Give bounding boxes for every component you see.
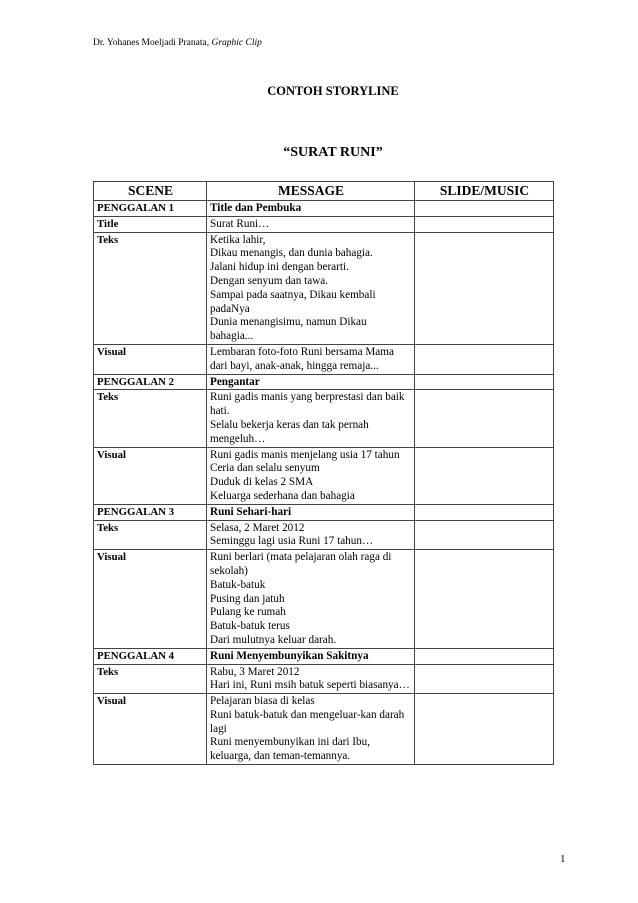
message-cell: [207, 216, 415, 232]
message-line: Pusing dan jatuh: [210, 592, 285, 605]
message-line: Runi berlari (mata pelajaran olah raga di sekolah): [210, 551, 392, 577]
scene-cell: Visual: [94, 550, 207, 649]
table-row: [94, 520, 554, 550]
message-line: Duduk di kelas 2 SMA: [210, 476, 314, 489]
message-line: Keluarga sederhana dan bahagia: [210, 489, 355, 502]
message-line: Sampai pada saatnya, Dikau kembali padaNya: [210, 288, 376, 315]
message-cell: [207, 664, 415, 694]
message-line: Batuk-batuk terus: [210, 620, 290, 633]
header-slide-music: SLIDE/MUSIC: [415, 182, 554, 201]
scene-cell: Visual: [94, 447, 207, 504]
scene-cell: Teks: [94, 232, 207, 344]
message-line: Batuk-batuk: [210, 578, 266, 591]
scene-cell: Teks: [94, 520, 207, 550]
message-line: Rabu, 3 Maret 2012: [210, 665, 300, 678]
slide-music-cell: [415, 648, 554, 664]
message-cell: [207, 694, 415, 765]
scene-cell: Visual: [94, 694, 207, 765]
slide-music-cell: [415, 374, 554, 390]
message-line: Runi gadis manis yang berprestasi dan baik hati.: [210, 391, 405, 418]
message-line: Dunia menangisimu, namun Dikau bahagia...: [210, 316, 367, 343]
message-line: Selalu bekerja keras dan tak pernah mengeluh…: [210, 418, 369, 445]
table-row: [94, 344, 554, 374]
message-line: Dari mulutnya keluar darah.: [210, 633, 337, 646]
table-row: [94, 694, 554, 765]
table-body: [94, 201, 554, 765]
message-cell: [207, 520, 415, 550]
message-line: Runi menyembunyikan ini dari Ibu, keluarga, dan teman-temannya.: [210, 736, 371, 763]
table-row: [94, 648, 554, 664]
message-line: Runi gadis manis menjelang usia 17 tahun: [210, 448, 400, 461]
storyline-table: [93, 181, 554, 765]
message-line: Ceria dan selalu senyum: [210, 462, 320, 475]
message-line: Jalani hidup ini dengan berarti.: [210, 261, 349, 274]
slide-music-cell: [415, 390, 554, 447]
document-title: CONTOH STORYLINE: [267, 84, 399, 98]
table-header-row: [94, 182, 554, 201]
message-line: Pelajaran biasa di kelas: [210, 695, 315, 708]
header-message: MESSAGE: [207, 182, 415, 201]
message-line: Runi Sehari-hari: [210, 505, 292, 518]
message-line: Ketika lahir,: [210, 233, 266, 246]
slide-music-cell: [415, 447, 554, 504]
message-cell: [207, 374, 415, 390]
slide-music-cell: [415, 201, 554, 217]
table-row: [94, 374, 554, 390]
message-line: Title dan Pembuka: [210, 202, 302, 214]
scene-cell: PENGGALAN 4: [94, 648, 207, 664]
slide-music-cell: [415, 694, 554, 765]
table-row: [94, 504, 554, 520]
table-row: [94, 232, 554, 344]
table-row: [94, 664, 554, 694]
message-cell: [207, 344, 415, 374]
document-subtitle: “SURAT RUNI”: [283, 145, 383, 160]
header-author: Dr. Yohanes Moeljadi Pranata,: [93, 38, 212, 48]
slide-music-cell: [415, 504, 554, 520]
scene-cell: Teks: [94, 390, 207, 447]
scene-cell: PENGGALAN 2: [94, 374, 207, 390]
scene-cell: Visual: [94, 344, 207, 374]
message-line: Hari ini, Runi msih batuk seperti biasanya…: [210, 679, 410, 692]
slide-music-cell: [415, 344, 554, 374]
message-cell: [207, 504, 415, 520]
message-line: Selasa, 2 Maret 2012: [210, 521, 305, 534]
message-cell: [207, 232, 415, 344]
slide-music-cell: [415, 550, 554, 649]
slide-music-cell: [415, 216, 554, 232]
message-line: Lembaran foto-foto Runi bersama Mama dari bayi, anak-anak, hingga remaja...: [210, 345, 394, 372]
message-line: Surat Runi…: [210, 217, 270, 230]
message-line: Pengantar: [210, 375, 260, 388]
message-cell: [207, 648, 415, 664]
table-row: [94, 390, 554, 447]
message-line: Pulang ke rumah: [210, 606, 286, 619]
header-subtitle: Graphic Clip: [211, 38, 262, 48]
message-line: Dikau menangis, dan dunia bahagia.: [210, 247, 373, 260]
scene-cell: Title: [94, 216, 207, 232]
table-row: [94, 201, 554, 217]
scene-cell: Teks: [94, 664, 207, 694]
message-line: Seminggu lagi usia Runi 17 tahun…: [210, 535, 374, 548]
message-cell: [207, 447, 415, 504]
message-cell: [207, 201, 415, 217]
header-scene: SCENE: [94, 182, 207, 201]
slide-music-cell: [415, 520, 554, 550]
slide-music-cell: [415, 232, 554, 344]
scene-cell: PENGGALAN 3: [94, 504, 207, 520]
message-line: Runi Menyembunyikan Sakitnya: [210, 649, 369, 662]
table-row: [94, 447, 554, 504]
message-line: Dengan senyum dan tawa.: [210, 274, 329, 287]
slide-music-cell: [415, 664, 554, 694]
message-cell: [207, 390, 415, 447]
message-line: Runi batuk-batuk dan mengeluar-kan darah lagi: [210, 708, 405, 735]
table-row: [94, 216, 554, 232]
running-header: [93, 37, 262, 49]
page-number: 1: [560, 853, 566, 865]
scene-cell: PENGGALAN 1: [94, 201, 207, 217]
message-cell: [207, 550, 415, 649]
table-row: [94, 550, 554, 649]
